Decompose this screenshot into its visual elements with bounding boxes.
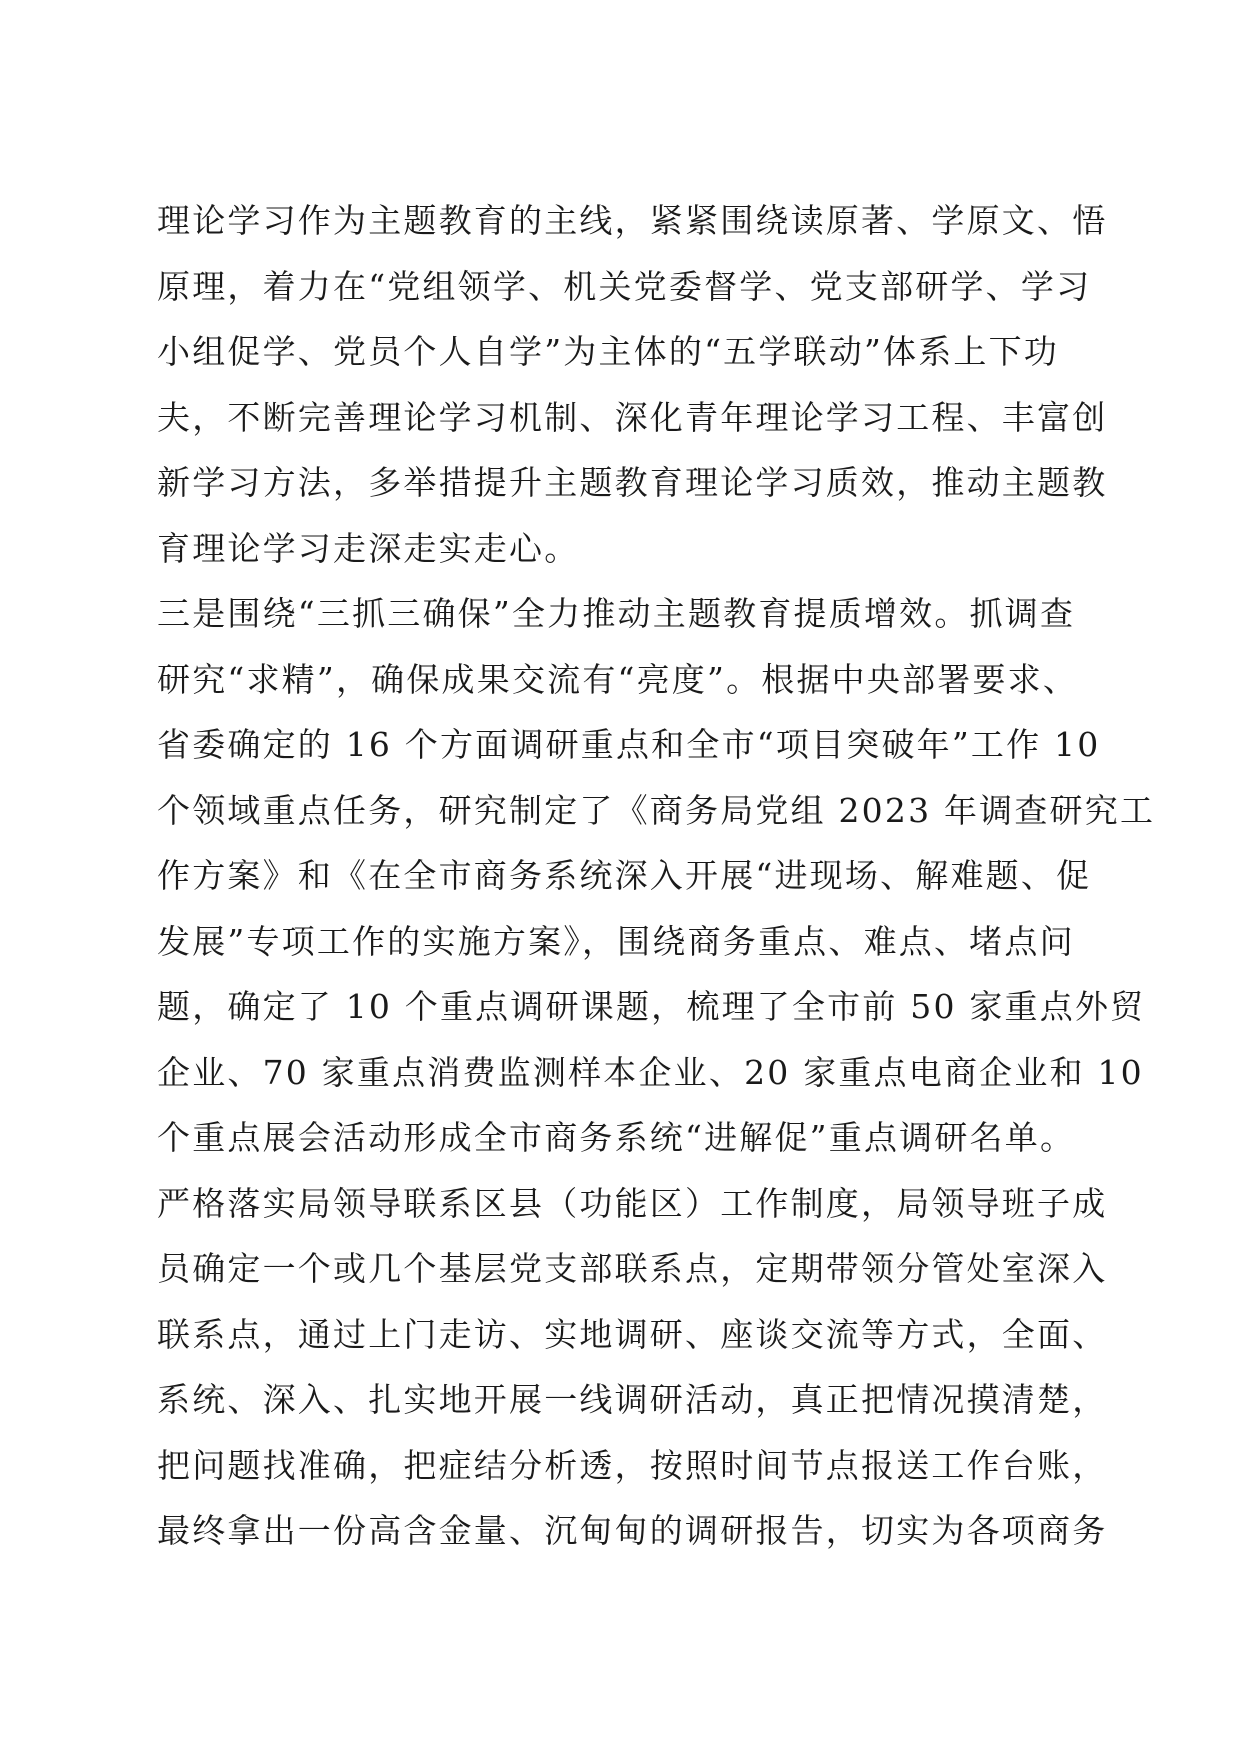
text-line: 发展”专项工作的实施方案》，围绕商务重点、难点、堵点问 xyxy=(157,921,1075,961)
text-line: 把问题找准确，把症结分析透，按照时间节点报送工作台账， xyxy=(157,1445,1108,1485)
text-line: 联系点，通过上门走访、实地调研、座谈交流等方式，全面、 xyxy=(157,1314,1108,1354)
text-line: 个领域重点任务，研究制定了《商务局党组 2023 年调查研究工 xyxy=(157,790,1156,830)
text-line: 作方案》和《在全市商务系统深入开展“进现场、解难题、促 xyxy=(157,856,1092,895)
text-line: 最终拿出一份高含金量、沉甸甸的调研报告，切实为各项商务 xyxy=(157,1511,1108,1550)
text-line: 题，确定了 10 个重点调研课题，梳理了全市前 50 家重点外贸 xyxy=(157,987,1146,1026)
text-line: 育理论学习走深走实走心。 xyxy=(157,528,580,568)
text-line: 研究“求精”，确保成果交流有“亮度”。根据中央部署要求、 xyxy=(157,659,1079,699)
text-line: 系统、深入、扎实地开展一线调研活动，真正把情况摸清楚， xyxy=(157,1380,1108,1419)
body-text xyxy=(157,188,1156,1564)
text-line: 新学习方法，多举措提升主题教育理论学习质效，推动主题教 xyxy=(157,463,1108,502)
text-line: 原理，着力在“党组领学、机关党委督学、党支部研学、学习 xyxy=(157,266,1092,306)
text-line: 小组促学、党员个人自学”为主体的“五学联动”体系上下功 xyxy=(157,332,1060,371)
text-line: 个重点展会活动形成全市商务系统“进解促”重点调研名单。 xyxy=(157,1118,1076,1157)
text-line: 员确定一个或几个基层党支部联系点，定期带领分管处室深入 xyxy=(157,1249,1108,1288)
text-line: 夫，不断完善理论学习机制、深化青年理论学习工程、丰富创 xyxy=(157,397,1108,437)
text-line: 省委确定的 16 个方面调研重点和全市“项目突破年”工作 10 xyxy=(157,725,1101,764)
text-line: 理论学习作为主题教育的主线，紧紧围绕读原著、学原文、悟 xyxy=(157,201,1108,240)
text-line: 严格落实局领导联系区县（功能区）工作制度，局领导班子成 xyxy=(157,1183,1108,1223)
text-line: 三是围绕“三抓三确保”全力推动主题教育提质增效。抓调查 xyxy=(157,594,1076,633)
text-line: 企业、70 家重点消费监测样本企业、20 家重点电商企业和 10 xyxy=(157,1052,1144,1092)
